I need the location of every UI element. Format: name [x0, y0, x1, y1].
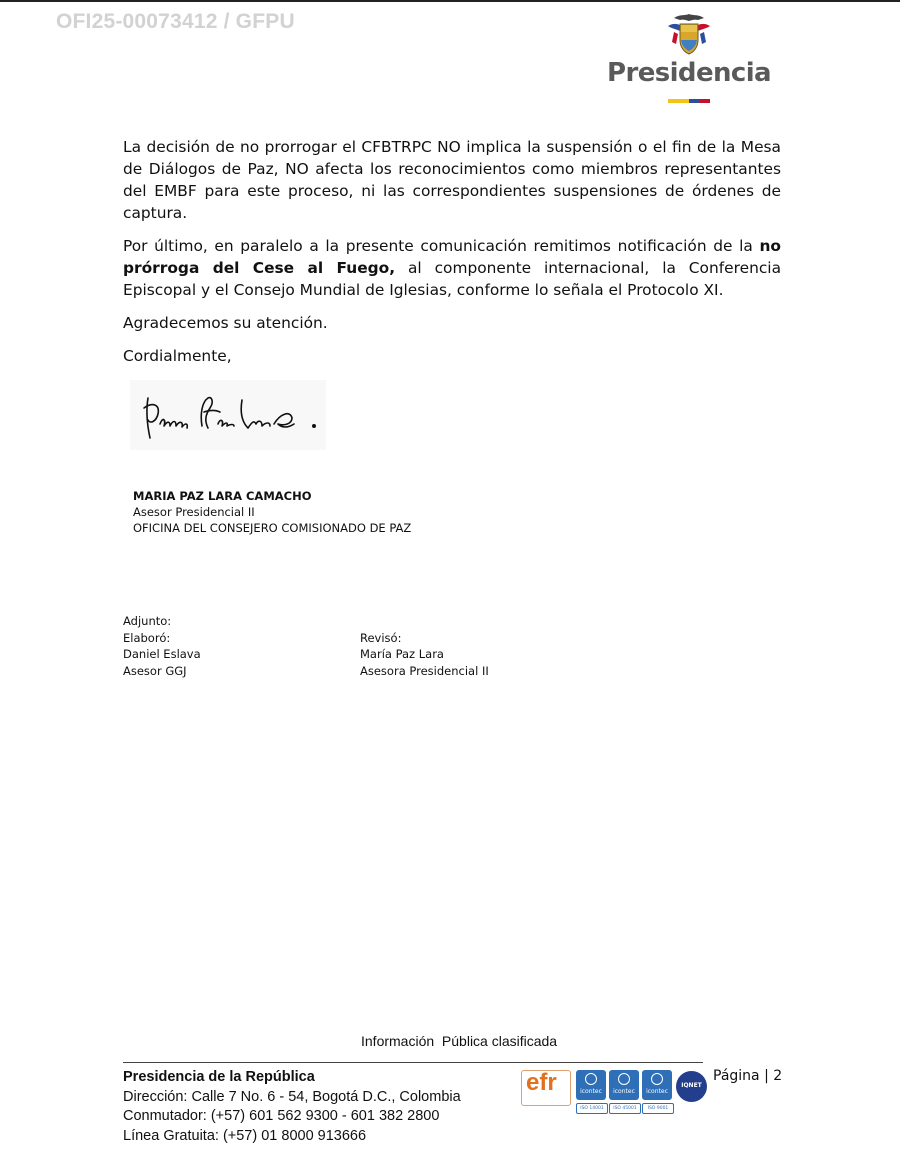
prepared-label: Elaboró: [123, 630, 171, 645]
paragraph-notification-end: al componente internacional, la Conferencia Episcopal y el Consejo Mundial de Iglesias, conforme lo señala el Protocolo XI. [123, 259, 781, 299]
letter-body [123, 136, 781, 378]
iqnet-logo [676, 1071, 707, 1102]
icontec-label-1: icontec [580, 1088, 602, 1095]
credits-row-roles [123, 663, 560, 680]
signer-office: OFICINA DEL CONSEJERO COMISIONADO DE PAZ [133, 521, 412, 535]
icontec-ring-icon [618, 1073, 630, 1085]
handwritten-signature [130, 380, 326, 450]
top-border [0, 0, 900, 2]
efr-text: efr [526, 1069, 557, 1096]
reviewed-label: Revisó: [360, 630, 402, 645]
prepared-name: Daniel Eslava [123, 647, 201, 661]
iqnet-label: IQNET [681, 1082, 702, 1089]
flag-blue [689, 99, 700, 103]
footer-switchboard: Conmutador: (+57) 601 562 9300 - 601 382 2800 [123, 1108, 440, 1124]
flag-bar [668, 99, 710, 103]
footer-hotline: Línea Gratuita: (+57) 01 8000 913666 [123, 1127, 367, 1144]
presidencia-logo [606, 12, 772, 108]
credits-block [123, 613, 560, 679]
certification-logos [521, 1068, 711, 1138]
signer-title: Asesor Presidencial II [133, 505, 255, 519]
classification-label: Información Pública clasificada [361, 1033, 558, 1049]
paragraph-notification-bold: no prórroga del Cese al Fuego, [123, 237, 781, 277]
footer-contact [123, 1068, 461, 1146]
credits-row-labels [123, 630, 560, 647]
paragraph-decision: La decisión de no prorrogar el CFBTRPC NO implica la suspensión o el fin de la Mesa de Diálogos de Paz, NO afecta los reconocimientos como miembros representantes del EMBF para este proceso, ni las correspondientes suspensiones de órdenes de captura. [123, 138, 781, 222]
icontec-ring-icon [585, 1073, 597, 1085]
file-code: OFI25-00073412 / GFPU [56, 10, 295, 33]
logo-wordmark: Presidencia [607, 58, 771, 88]
paragraph-notification-start: Por último, en paralelo a la presente comunicación remitimos notificación de la [123, 237, 760, 255]
thanks-line: Agradecemos su atención. [123, 314, 328, 332]
icontec-label-2: icontec [613, 1088, 635, 1095]
efr-logo [521, 1070, 571, 1106]
icontec-label-3: icontec [646, 1088, 668, 1095]
icontec-ring-icon [651, 1073, 663, 1085]
flag-red [700, 99, 711, 103]
closing-line: Cordialmente, [123, 347, 232, 365]
signer-block [133, 488, 411, 536]
credits-row-attached [123, 613, 560, 630]
attached-label: Adjunto: [123, 614, 172, 628]
icontec-logo-3 [642, 1070, 672, 1100]
prepared-role: Asesor GGJ [123, 663, 187, 678]
coat-of-arms-icon [666, 12, 712, 56]
footer-divider [123, 1062, 703, 1063]
reviewed-role: Asesora Presidencial II [360, 663, 489, 678]
footer-address: Dirección: Calle 7 No. 6 - 54, Bogotá D.C., Colombia [123, 1088, 461, 1105]
flag-yellow [668, 99, 689, 103]
icontec-logo-1 [576, 1070, 606, 1100]
iso-badge-1: ISO 14001 [576, 1103, 608, 1114]
page-number: Página | 2 [713, 1068, 783, 1084]
reviewed-name: María Paz Lara [360, 647, 444, 661]
paragraph-notification [123, 235, 781, 301]
signature-icon [130, 380, 326, 450]
iso-badge-2: ISO 45001 [609, 1103, 641, 1114]
iso-badge-3: ISO 9001 [642, 1103, 674, 1114]
credits-row-names [123, 646, 560, 663]
icontec-logo-2 [609, 1070, 639, 1100]
signer-name: MARIA PAZ LARA CAMACHO [133, 489, 312, 503]
footer-org: Presidencia de la República [123, 1069, 315, 1085]
